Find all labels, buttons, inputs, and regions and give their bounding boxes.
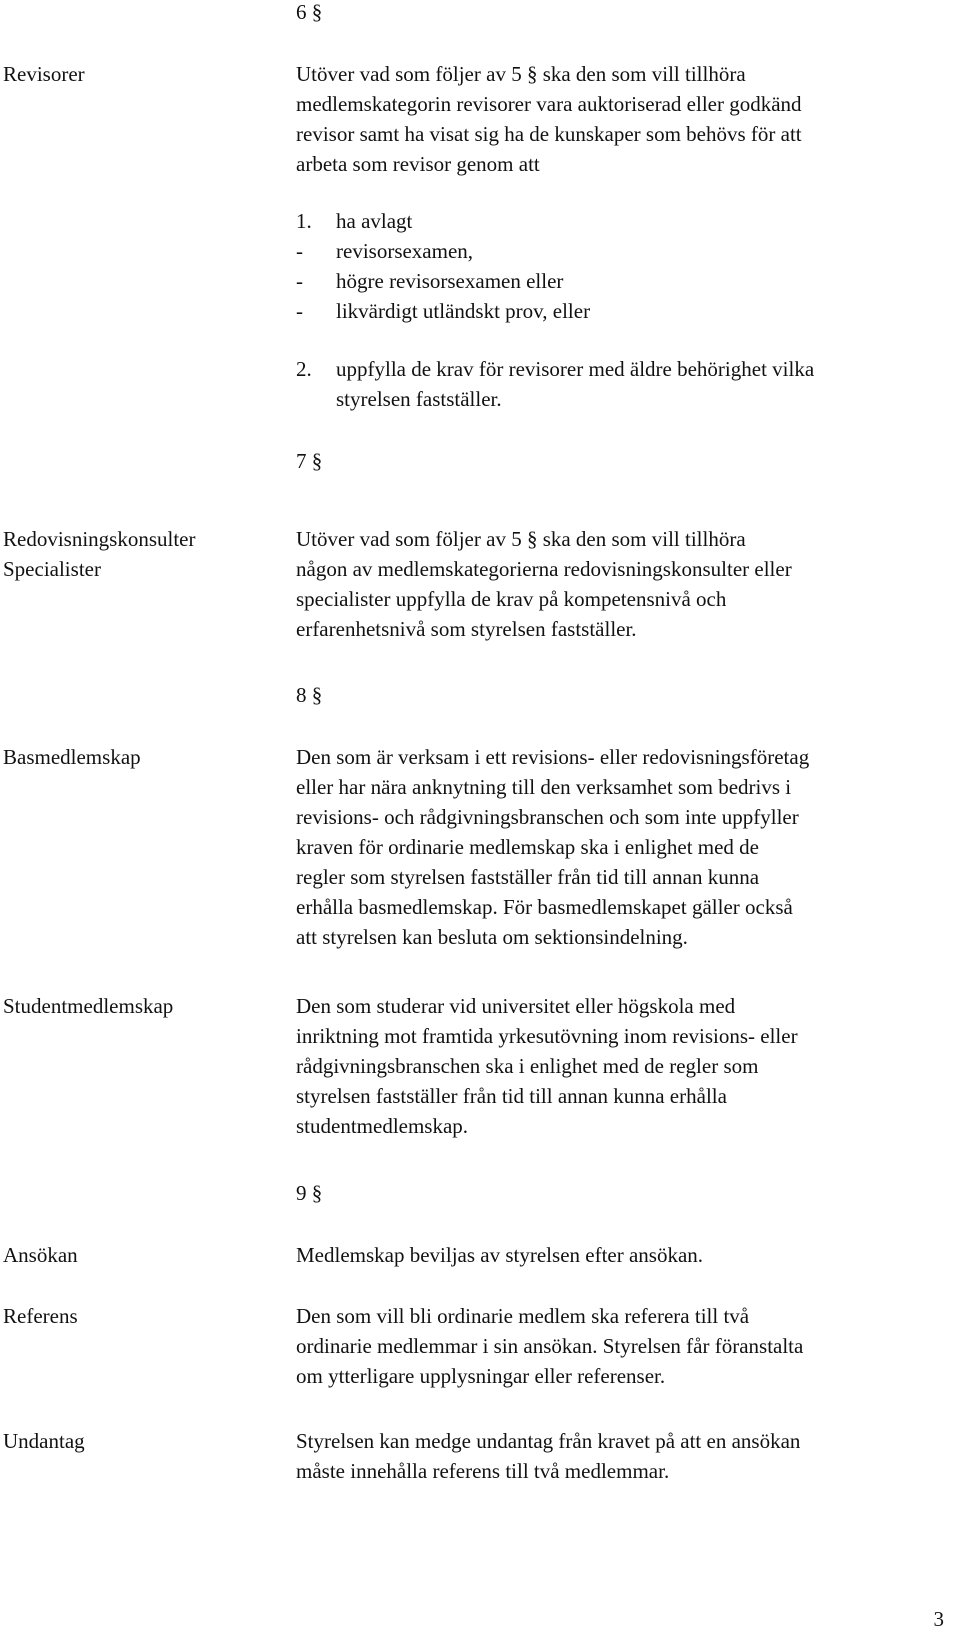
dash-marker: -: [296, 299, 303, 323]
dash-marker: -: [296, 269, 303, 293]
text-line: uppfylla de krav för revisorer med äldre behörighet vilka: [336, 357, 815, 381]
text-line: revisor samt ha visat sig ha de kunskaper som behövs för att: [296, 122, 802, 146]
section-heading-8: 8 §: [296, 683, 323, 707]
text-line: styrelsen fastställer från tid till annan kunna erhålla: [296, 1084, 727, 1108]
label-specialister: Specialister: [3, 557, 101, 581]
paragraph-ansokan: [296, 1240, 956, 1270]
text-line: inriktning mot framtida yrkesutövning inom revisions- eller: [296, 1024, 798, 1048]
list-item-1-text: ha avlagt: [336, 209, 413, 233]
text-line: studentmedlemskap.: [296, 1114, 469, 1138]
text-line: erfarenhetsnivå som styrelsen fastställer.: [296, 617, 637, 641]
text-line: revisions- och rådgivningsbranschen och som inte uppfyller: [296, 805, 799, 829]
paragraph-referens: [296, 1301, 956, 1391]
label-referens: Referens: [3, 1304, 78, 1328]
text-line: Medlemskap beviljas av styrelsen efter ansökan.: [296, 1243, 704, 1267]
text-line: regler som styrelsen fastställer från tid till annan kunna: [296, 865, 760, 889]
text-line: ordinarie medlemmar i sin ansökan. Styrelsen får föranstalta: [296, 1334, 804, 1358]
label-basmedlemskap: Basmedlemskap: [3, 745, 141, 769]
dash-item-text: revisorsexamen,: [336, 239, 474, 263]
text-line: medlemskategorin revisorer vara auktoriserad eller godkänd: [296, 92, 802, 116]
text-line: Den som studerar vid universitet eller högskola med: [296, 994, 736, 1018]
paragraph-6-intro: [296, 59, 956, 179]
text-line: eller har nära anknytning till den verksamhet som bedrivs i: [296, 775, 792, 799]
text-line: styrelsen fastställer.: [336, 387, 502, 411]
list-number-2: 2.: [296, 357, 312, 381]
list-item-2-text: [336, 354, 956, 414]
paragraph-basmedlemskap: [296, 742, 956, 952]
section-heading-6: 6 §: [296, 0, 323, 24]
text-line: Utöver vad som följer av 5 § ska den som vill tillhöra: [296, 62, 746, 86]
text-line: arbeta som revisor genom att: [296, 152, 540, 176]
text-line: att styrelsen kan besluta om sektionsindelning.: [296, 925, 688, 949]
dash-marker: -: [296, 239, 303, 263]
page-number: 3: [933, 1607, 944, 1631]
label-ansokan: Ansökan: [3, 1243, 78, 1267]
label-redovisningskonsulter: Redovisningskonsulter: [3, 527, 196, 551]
text-line: Den som är verksam i ett revisions- eller redovisningsföretag: [296, 745, 810, 769]
text-line: måste innehålla referens till två medlemmar.: [296, 1459, 670, 1483]
text-line: erhålla basmedlemskap. För basmedlemskapet gäller också: [296, 895, 793, 919]
paragraph-7: [296, 524, 956, 644]
paragraph-studentmedlemskap: [296, 991, 956, 1141]
text-line: om ytterligare upplysningar eller referenser.: [296, 1364, 666, 1388]
text-line: rådgivningsbranschen ska i enlighet med de regler som: [296, 1054, 759, 1078]
text-line: Den som vill bli ordinarie medlem ska referera till två: [296, 1304, 750, 1328]
text-line: specialister uppfylla de krav på kompetensnivå och: [296, 587, 727, 611]
text-line: Utöver vad som följer av 5 § ska den som vill tillhöra: [296, 527, 746, 551]
dash-item-text: likvärdigt utländskt prov, eller: [336, 299, 591, 323]
dash-item-text: högre revisorsexamen eller: [336, 269, 564, 293]
label-undantag: Undantag: [3, 1429, 85, 1453]
list-number-1: 1.: [296, 209, 312, 233]
section-heading-7: 7 §: [296, 449, 323, 473]
paragraph-undantag: [296, 1426, 956, 1486]
section-heading-9: 9 §: [296, 1181, 323, 1205]
text-line: någon av medlemskategorierna redovisningskonsulter eller: [296, 557, 792, 581]
label-studentmedlemskap: Studentmedlemskap: [3, 994, 174, 1018]
label-revisorer: Revisorer: [3, 62, 85, 86]
text-line: kraven för ordinarie medlemskap ska i enlighet med de: [296, 835, 760, 859]
text-line: Styrelsen kan medge undantag från kravet på att en ansökan: [296, 1429, 801, 1453]
